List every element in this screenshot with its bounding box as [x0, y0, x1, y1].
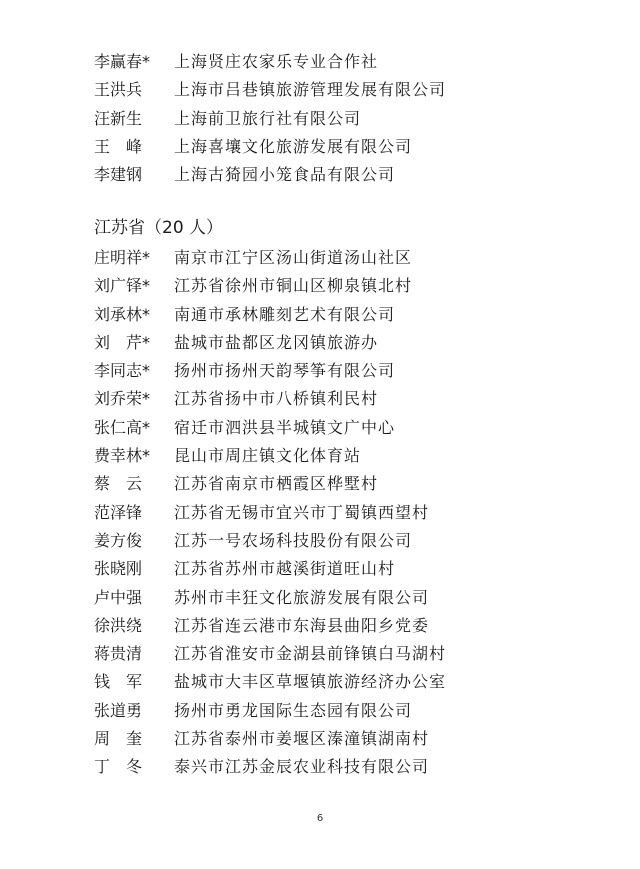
person-name: 汪新生: [94, 108, 143, 128]
person-name: 张晓刚: [94, 559, 143, 579]
organization-name: 上海前卫旅行社有限公司: [174, 108, 362, 128]
person-name: 张道勇: [94, 700, 143, 720]
organization-name: 盐城市盐都区龙冈镇旅游办: [174, 332, 379, 352]
person-name: 费幸林*: [94, 446, 151, 466]
organization-name: 南通市承林雕刻艺术有限公司: [174, 304, 396, 324]
organization-name: 昆山市周庄镇文化体育站: [174, 446, 362, 466]
person-name: 钱 军: [94, 672, 143, 692]
person-name: 姜方俊: [94, 530, 143, 550]
organization-name: 江苏省苏州市越溪街道旺山村: [174, 559, 396, 579]
section-heading-jiangsu: 江苏省（20 人）: [94, 218, 224, 238]
person-name: 卢中强: [94, 587, 143, 607]
organization-name: 扬州市扬州天韵琴筝有限公司: [174, 361, 396, 381]
person-name: 丁 冬: [94, 757, 143, 777]
person-name: 蒋贵清: [94, 644, 143, 664]
person-name: 王洪兵: [94, 80, 143, 100]
person-name: 刘承林*: [94, 304, 151, 324]
organization-name: 江苏省徐州市铜山区柳泉镇北村: [174, 276, 413, 296]
organization-name: 泰兴市江苏金辰农业科技有限公司: [174, 757, 430, 777]
person-name: 刘 芹*: [94, 332, 151, 352]
person-name: 李建钢: [94, 165, 143, 185]
organization-name: 宿迁市泗洪县半城镇文广中心: [174, 417, 396, 437]
page-number: 6: [316, 813, 324, 824]
organization-name: 江苏省连云港市东海县曲阳乡党委: [174, 615, 430, 635]
organization-name: 盐城市大丰区草堰镇旅游经济办公室: [174, 672, 447, 692]
person-name: 蔡 云: [94, 474, 143, 494]
organization-name: 江苏省扬中市八桥镇利民村: [174, 389, 379, 409]
person-name: 范泽锋: [94, 502, 143, 522]
person-name: 徐洪绕: [94, 615, 143, 635]
person-name: 刘乔荣*: [94, 389, 151, 409]
person-name: 庄明祥*: [94, 248, 151, 267]
organization-name: 上海喜壤文化旅游发展有限公司: [174, 136, 413, 156]
person-name: 王 峰: [94, 136, 143, 156]
person-name: 李赢春*: [94, 52, 151, 71]
organization-name: 江苏省淮安市金湖县前锋镇白马湖村: [174, 644, 447, 664]
organization-name: 苏州市丰狂文化旅游发展有限公司: [174, 587, 430, 607]
organization-name: 上海贤庄农家乐专业合作社: [174, 52, 379, 71]
organization-name: 上海市吕巷镇旅游管理发展有限公司: [174, 80, 447, 100]
organization-name: 江苏省无锡市宜兴市丁蜀镇西望村: [174, 502, 430, 522]
organization-name: 江苏省南京市栖霞区桦墅村: [174, 474, 379, 494]
organization-name: 江苏省泰州市姜堰区溱潼镇湖南村: [174, 729, 430, 749]
organization-name: 江苏一号农场科技股份有限公司: [174, 530, 413, 550]
person-name: 周 奎: [94, 729, 143, 749]
organization-name: 上海古猗园小笼食品有限公司: [174, 165, 396, 185]
person-name: 李同志*: [94, 361, 151, 381]
person-name: 刘广铎*: [94, 276, 151, 296]
organization-name: 南京市江宁区汤山街道汤山社区: [174, 248, 413, 267]
person-name: 张仁高*: [94, 417, 151, 437]
organization-name: 扬州市勇龙国际生态园有限公司: [174, 700, 413, 720]
